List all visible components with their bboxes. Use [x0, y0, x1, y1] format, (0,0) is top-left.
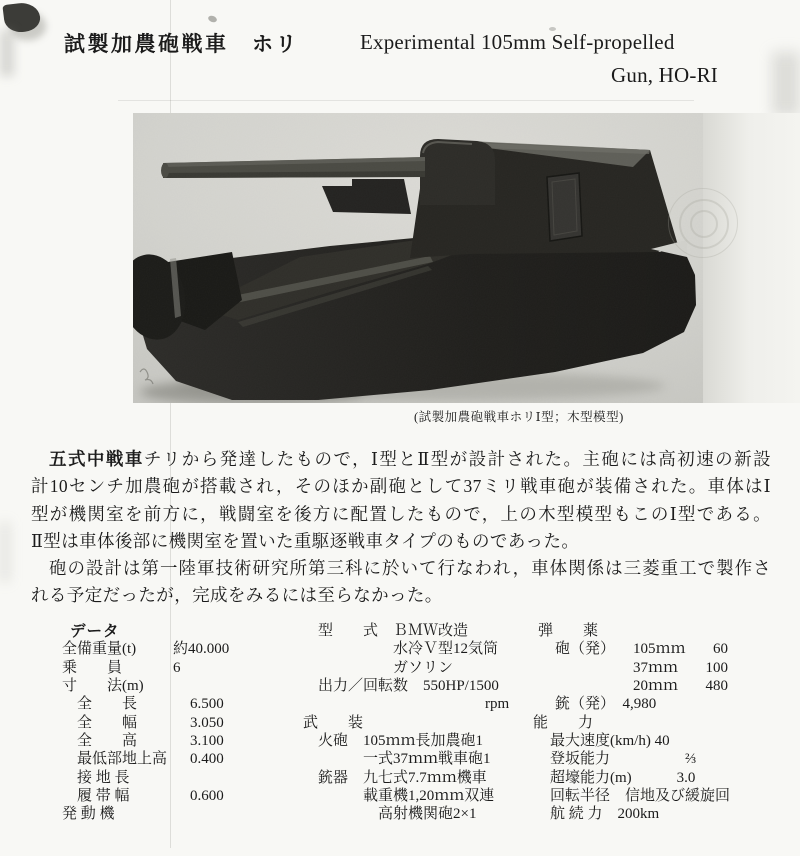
spec-row-crew: 乗 員 6 [62, 659, 181, 676]
spec-row-engine: 発 動 機 [62, 806, 115, 823]
paragraph1-line2: 計10センチ加農砲が搭載され，そのほか副砲として37ミリ戦車砲が装備された。車体はⅠ [31, 476, 771, 497]
ink-fleck [207, 15, 218, 24]
spec-row-ground-contact: 接 地 長 [77, 769, 130, 786]
page-title-japanese: 試製加農砲戦車 ホリ [64, 32, 299, 56]
edge-smudge [772, 52, 800, 116]
perf-row-max-speed: 最大速度(km/h) 40 [550, 733, 670, 750]
perf-row-gradient: 登坂能力 ⅔ [550, 751, 697, 768]
ammo-row-20mm: 20ｍｍ 480 [633, 678, 728, 695]
paragraph2-line2: れる予定だったが，完成をみるには至らなかった。 [31, 585, 443, 606]
ammo-row-105mm: 砲（発） 105ｍｍ 60 [555, 641, 728, 658]
spec-row-engine-cooling: 水冷Ｖ型12気筒 [303, 641, 499, 658]
perf-row-turning: 回転半径 信地及び緩旋回 [550, 788, 731, 805]
english-title-line2: Gun, HO-RI [611, 63, 718, 87]
spec-row-engine-type: 型 式 ＢＭＷ改造 [303, 623, 469, 639]
edge-smudge [0, 522, 10, 582]
spec-row-main-gun: 火砲 105ｍｍ長加農砲1 [303, 733, 484, 750]
spec-row-power-rpm: 出力／回転数 550HP/1500 [303, 678, 499, 695]
spec-header-ammunition: 弾 薬 [538, 623, 599, 639]
spec-row-length: 全 長 6.500 [77, 696, 224, 713]
english-title-line1: Experimental 105mm Self-propelled [360, 30, 675, 54]
spec-row-mg2: 載重機1,20ｍｍ双連 [303, 788, 495, 805]
photo-right-margin [703, 113, 800, 403]
spec-row-dimensions: 寸 法(m) [62, 678, 144, 695]
paragraph1-line4: Ⅱ型は車体後部に機関室を置いた重駆逐戦車タイプのものであった。 [31, 530, 580, 551]
paragraph1-line1 [31, 446, 771, 473]
spec-row-engine-fuel: ガソリン [303, 659, 454, 676]
spec-header-performance: 能 力 [533, 714, 594, 731]
ammo-row-mg-rounds: 銃（発） 4,980 [555, 696, 657, 713]
spec-row-weight: 全備重量(t) 約40.000 [62, 641, 230, 658]
spec-row-width: 全 幅 3.050 [77, 714, 224, 731]
spec-row-track-width: 履 帯 幅 0.600 [77, 788, 224, 805]
line-text: チリから発達したもので，Ⅰ型とⅡ型が設計された。主砲には高初速の新設 [143, 449, 771, 469]
paragraph1-line3: 型が機関室を前方に，戦闘室を後方に配置したもので，上の木型模型もこのⅠ型である。 [31, 503, 771, 524]
spec-column-dimensions [62, 622, 302, 824]
spec-row-secondary-gun: 一式37ｍｍ戦車砲1 [303, 751, 491, 768]
spec-header-armament: 武 装 [303, 714, 364, 731]
photo-caption: (試製加農砲戦車ホリⅠ型；木型模型) [414, 410, 624, 424]
spec-row-ground-clearance: 最低部地上高 0.400 [77, 751, 224, 768]
page-title-english [360, 26, 718, 92]
ammo-row-37mm: 37ｍｍ 100 [633, 659, 728, 676]
spec-column-engine-armament [303, 622, 535, 824]
scan-corner-smudge [0, 30, 14, 76]
paragraph2-line1: 砲の設計は第一陸軍技術研究所第三科に於いて行なわれ，車体関係は三菱重工で製作さ [49, 558, 771, 579]
bold-lead: 五式中戦車 [49, 449, 144, 469]
spec-header-data: データ [70, 622, 120, 640]
article-body [31, 446, 771, 610]
tank-mockup-illustration [133, 113, 703, 403]
tank-mockup-photograph [133, 113, 703, 403]
spec-row-mg: 銃器 九七式7.7ｍｍ機車 [303, 769, 487, 786]
faint-horizontal-line [118, 100, 694, 101]
embossed-ring-artifact [666, 186, 738, 258]
spec-row-height: 全 高 3.100 [77, 733, 224, 750]
spec-column-ammo-performance [533, 622, 788, 824]
spec-row-rpm-unit: rpm [485, 696, 510, 713]
perf-row-trench: 超壕能力(m) 3.0 [550, 769, 696, 786]
spec-row-aa-gun: 高射機関砲2×1 [303, 806, 477, 823]
perf-row-range: 航 続 力 200km [550, 806, 660, 823]
